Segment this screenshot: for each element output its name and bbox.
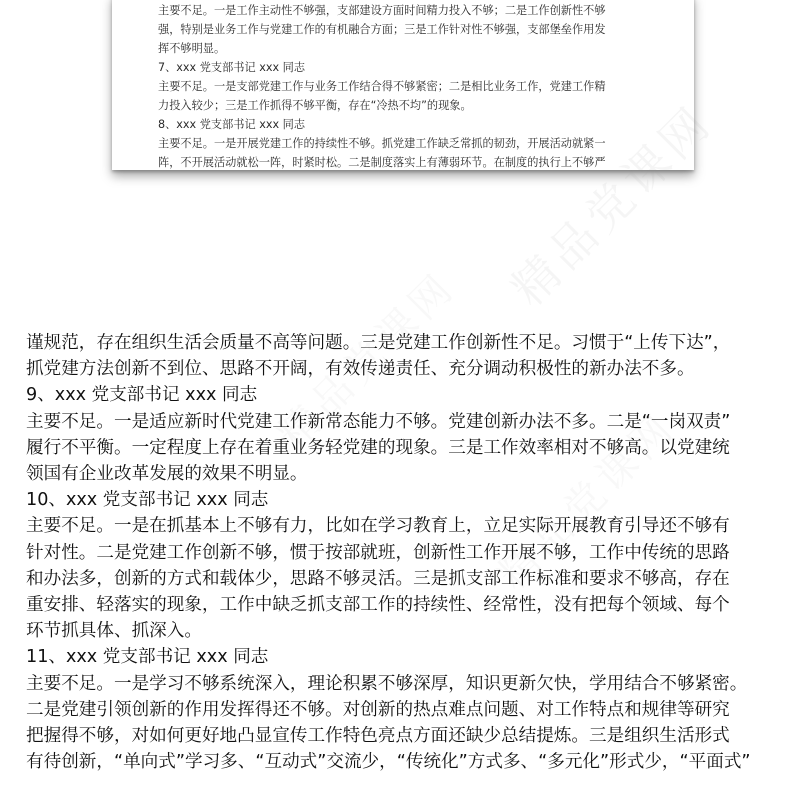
preview-area xyxy=(0,0,800,317)
paragraph-line: 领国有企业改革发展的效果不明显。 xyxy=(26,464,308,485)
document-body xyxy=(26,330,782,775)
paragraph-line: 针对性。二是党建工作创新不够，惯于按部就班，创新性工作开展不够，工作中传统的思路 xyxy=(26,542,730,563)
paragraph-line: 主要不足。一是在抓基本上不够有力，比如在学习教育上，立足实际开展教育引导还不够有 xyxy=(26,516,730,537)
paragraph-line: 和办法多，创新的方式和载体少，思路不够灵活。三是抓支部工作标准和要求不够高，存在 xyxy=(26,568,730,589)
thumbnail-line: 主要不足。一是开展党建工作的持续性不够。抓党建工作缺乏常抓的韧劲，开展活动就紧一 xyxy=(158,137,606,150)
thumbnail-line: 阵，不开展活动就松一阵，时紧时松。二是制度落实上有薄弱环节。在制度的执行上不够严 xyxy=(158,156,606,169)
paragraph-line: 把握得不够，对如何更好地凸显宣传工作特色亮点方面还缺少总结提炼。三是组织生活形式 xyxy=(26,726,730,747)
section-heading: 11、xxx 党支部书记 xxx 同志 xyxy=(26,647,269,668)
section-heading: 10、xxx 党支部书记 xxx 同志 xyxy=(26,490,269,511)
thumbnail-text xyxy=(158,0,658,170)
paragraph-line: 主要不足。一是适应新时代党建工作新常态能力不够。党建创新办法不多。二是“一岗双责” xyxy=(26,411,731,432)
thumbnail-line: 挥不够明显。 xyxy=(158,42,226,55)
thumbnail-line: 8、xxx 党支部书记 xxx 同志 xyxy=(158,118,306,131)
paragraph-line: 有待创新，“单向式”学习多、“互动式”交流少，“传统化”方式多、“多元化”形式少，“平面式” xyxy=(26,752,751,773)
page-thumbnail xyxy=(112,0,694,170)
watermark: 精品党课网 xyxy=(489,403,686,599)
paragraph-line: 二是党建引领创新的作用发挥得还不够。对创新的热点难点问题、对工作特点和规律等研究 xyxy=(26,699,730,720)
paragraph-line: 履行不平衡。一定程度上存在着重业务轻党建的现象。三是工作效率相对不够高。以党建统 xyxy=(26,437,730,458)
watermark: 精品党课网 xyxy=(501,94,724,317)
section-heading: 9、xxx 党支部书记 xxx 同志 xyxy=(26,385,258,406)
thumbnail-line: 主要不足。一是工作主动性不够强，支部建设方面时间精力投入不够；二是工作创新性不够 xyxy=(158,4,606,17)
thumbnail-line: 强，特别是业务工作与党建工作的有机融合方面；三是工作针对性不够强，支部堡垒作用发 xyxy=(158,23,606,36)
paragraph-line: 环节抓具体、抓深入。 xyxy=(26,621,202,642)
watermark: 精品党课网 xyxy=(269,263,466,459)
paragraph-line: 主要不足。一是学习不够系统深入，理论积累不够深厚，知识更新欠快，学用结合不够紧密。 xyxy=(26,673,748,694)
thumbnail-line: 主要不足。一是支部党建工作与业务工作结合得不够紧密；二是相比业务工作，党建工作精 xyxy=(158,80,606,93)
thumbnail-line: 7、xxx 党支部书记 xxx 同志 xyxy=(158,61,306,74)
paragraph-line: 谨规范，存在组织生活会质量不高等问题。三是党建工作创新性不足。习惯于“上传下达”， xyxy=(26,333,731,353)
paragraph-line: 抓党建方法创新不到位、思路不开阔，有效传递责任、充分调动积极性的新办法不多。 xyxy=(26,359,695,380)
thumbnail-line: 力投入较少；三是工作抓得不够平衡，存在“冷热不均”的现象。 xyxy=(158,99,472,112)
paragraph-line: 重安排、轻落实的现象，工作中缺乏抓支部工作的持续性、经常性，没有把每个领域、每个 xyxy=(26,595,730,616)
